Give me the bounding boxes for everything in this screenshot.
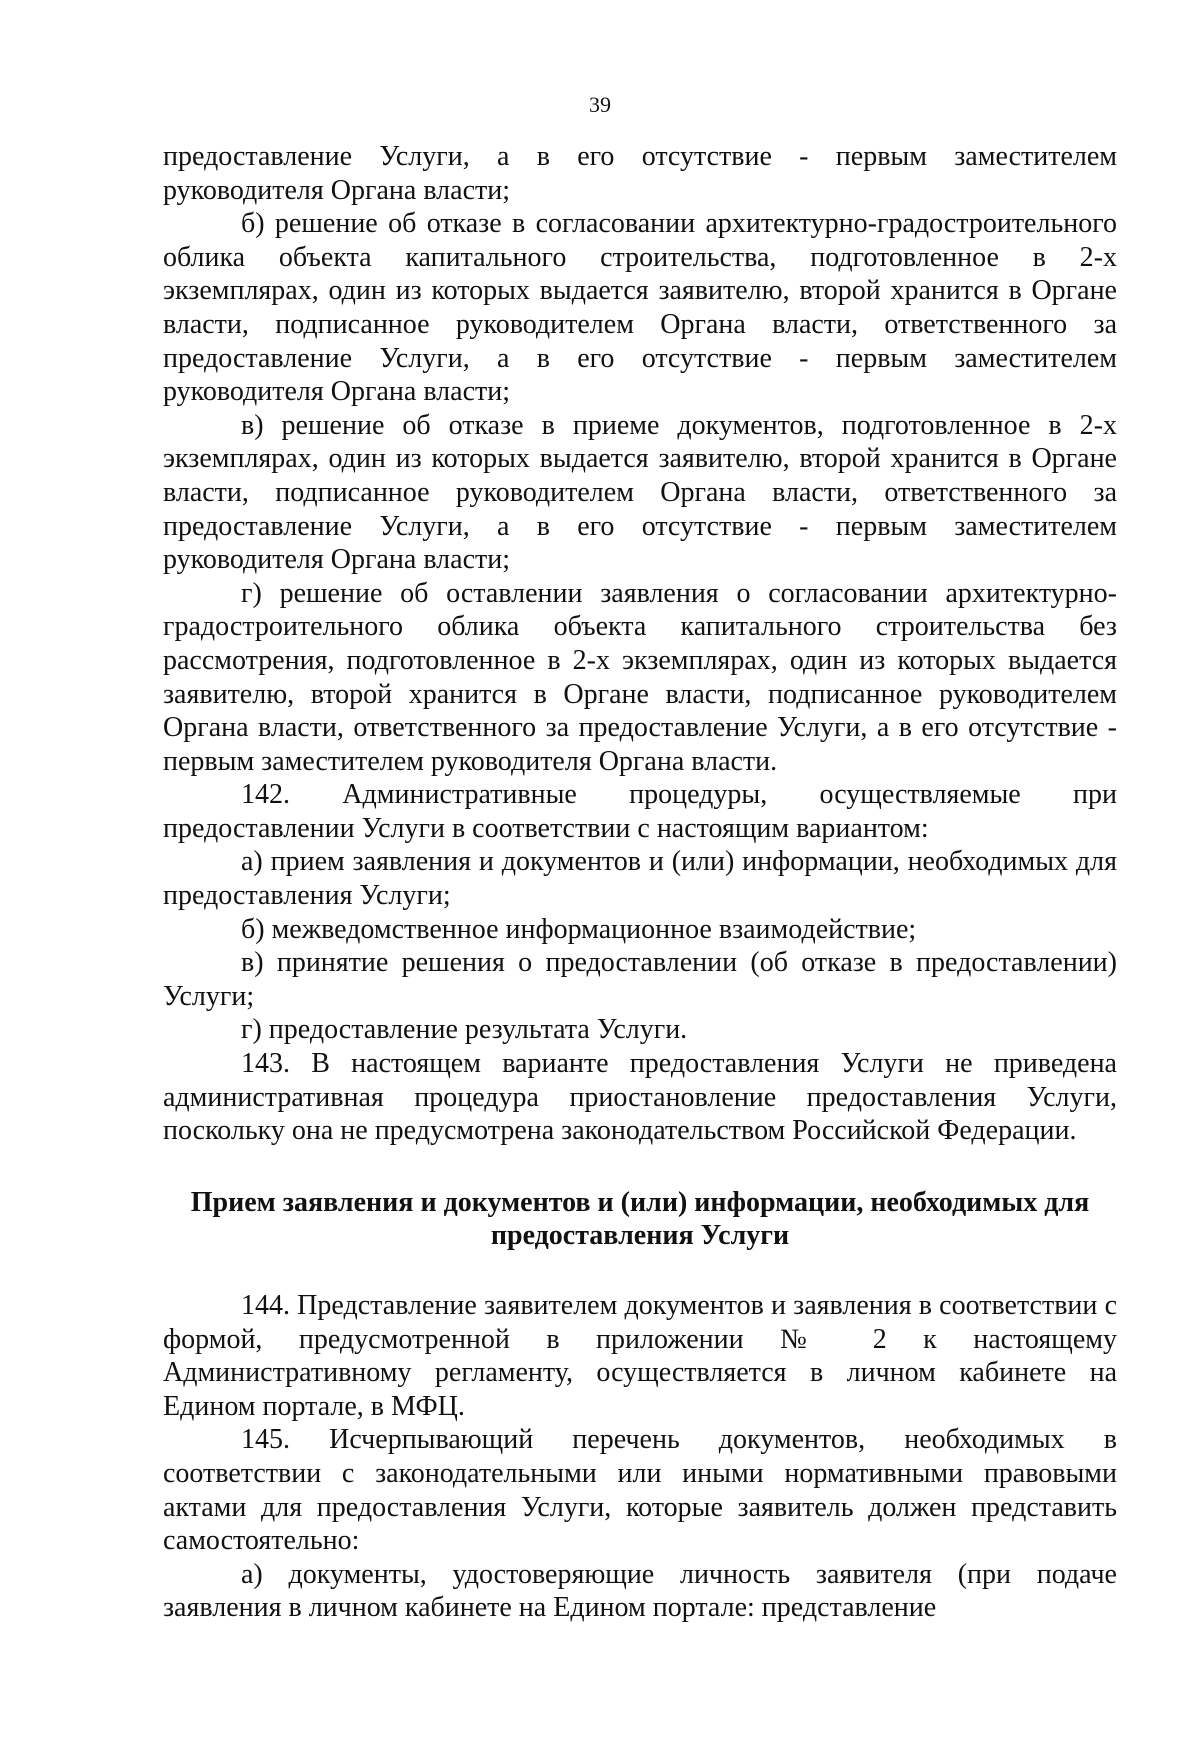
paragraph-142: 142. Административные процедуры, осуществляемые при предоставлении Услуги в соответствии с настоящим вариантом: <box>163 779 1117 844</box>
paragraph-item-g-leave-unconsidered: г) решение об оставлении заявления о согласовании архитектурно-градостроительного облика объекта капитального строительства без рассмотрения, подготовленное в 2-х экземплярах, один из которых выдается заявителю, второй хранится в Органе власти, подписанное руководителем Органа власти, ответственного за предоставление Услуги, а в его отсутствие - первым заместителем руководителя Органа власти. <box>163 577 1117 777</box>
paragraph-142-item-b: б) межведомственное информационное взаимодействие; <box>241 913 917 945</box>
paragraph-continuation: предоставление Услуги, а в его отсутствие - первым заместителем руководителя Органа власти; <box>163 141 1117 206</box>
section-heading-line-2: предоставления Услуги <box>490 1220 790 1252</box>
paragraph-142-item-v: в) принятие решения о предоставлении (об отказе в предоставлении) Услуги; <box>163 947 1117 1012</box>
paragraph-145: 145. Исчерпывающий перечень документов, необходимых в соответствии с законодательными или иными нормативными правовыми актами для предоставления Услуги, которые заявитель должен представить самостоятельно: <box>163 1424 1117 1557</box>
paragraph-item-b-refusal-decision: б) решение об отказе в согласовании архитектурно-градостроительного облика объекта капитального строительства, подготовленное в 2-х экземплярах, один из которых выдается заявителю, второй хранится в Органе власти, подписанное руководителем Органа власти, ответственного за предоставление Услуги, а в его отсутствие - первым заместителем руководителя Органа власти; <box>163 208 1117 408</box>
section-heading-line-1: Прием заявления и документов и (или) информации, необходимых для <box>190 1186 1090 1218</box>
paragraph-item-v-refusal-acceptance: в) решение об отказе в приеме документов, подготовленное в 2-х экземплярах, один из которых выдается заявителю, второй хранится в Органе власти, подписанное руководителем Органа власти, ответственного за предоставление Услуги, а в его отсутствие - первым заместителем руководителя Органа власти; <box>163 409 1117 576</box>
paragraph-143: 143. В настоящем варианте предоставления Услуги не приведена административная процедура приостановление предоставления Услуги, поскольку она не предусмотрена законодательством Российской Федерации. <box>163 1048 1117 1147</box>
paragraph-144: 144. Представление заявителем документов и заявления в соответствии с формой, предусмотренной в приложении № 2 к настоящему Административному регламенту, осуществляется в личном кабинете на Едином портале, в МФЦ. <box>163 1290 1117 1422</box>
document-body <box>163 140 1117 1625</box>
section-heading <box>163 1186 1117 1253</box>
paragraph-145-item-a: а) документы, удостоверяющие личность заявителя (при подаче заявления в личном кабинете на Едином портале: представление <box>163 1558 1117 1624</box>
page-number: 39 <box>589 92 611 117</box>
paragraph-142-item-g: г) предоставление результата Услуги. <box>241 1014 688 1046</box>
paragraph-142-item-a: а) прием заявления и документов и (или) информации, необходимых для предоставления Услуги; <box>163 846 1117 912</box>
